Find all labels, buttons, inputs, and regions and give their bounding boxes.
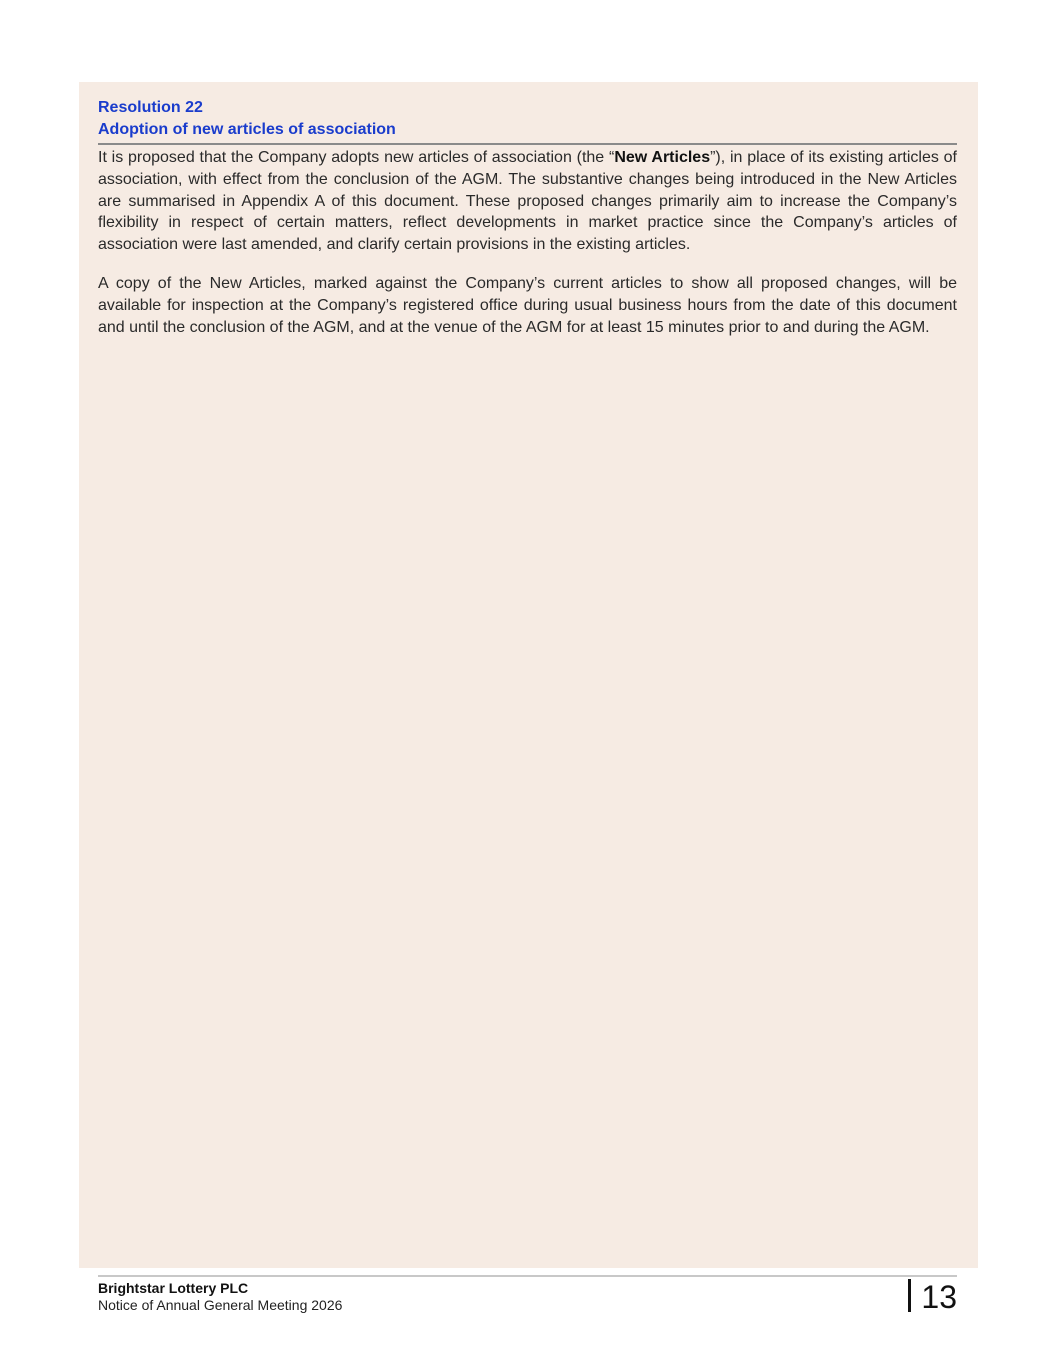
resolution-paragraph-1 bbox=[98, 147, 957, 256]
resolution-title: Adoption of new articles of association bbox=[98, 121, 396, 138]
defined-term-new-articles: New Articles bbox=[614, 149, 711, 166]
footer-divider bbox=[98, 1275, 957, 1277]
footer-company-name: Brightstar Lottery PLC bbox=[98, 1280, 249, 1296]
paragraph-1-start: It is proposed that the Company adopts new articles of association (the “ bbox=[98, 149, 615, 166]
paragraph-1-end: ”), in place of its existing articles of association, with effect from the conclusion of the AGM. The substantive changes being introduced in the New Articles are summarised in Appendix A of this document. These proposed changes primarily aim to increase the Company’s flexibility in respect of certain matters, reflect developments in market practice since the Company’s articles of association were last amended, and clarify certain provisions in the existing articles. bbox=[98, 149, 957, 254]
footer-document-title: Notice of Annual General Meeting 2026 bbox=[98, 1297, 343, 1313]
resolution-section bbox=[98, 97, 957, 338]
heading-divider bbox=[98, 143, 957, 145]
page-number-bar bbox=[908, 1279, 911, 1312]
page-number-value: 13 bbox=[921, 1279, 957, 1315]
resolution-number: Resolution 22 bbox=[98, 99, 203, 116]
page-number bbox=[908, 1278, 957, 1316]
resolution-paragraph-2: A copy of the New Articles, marked against the Company’s current articles to show all proposed changes, will be available for inspection at the Company’s registered office during usual business hours from the date of this document and until the conclusion of the AGM, and at the venue of the AGM for at least 15 minutes prior to and during the AGM. bbox=[98, 274, 957, 336]
